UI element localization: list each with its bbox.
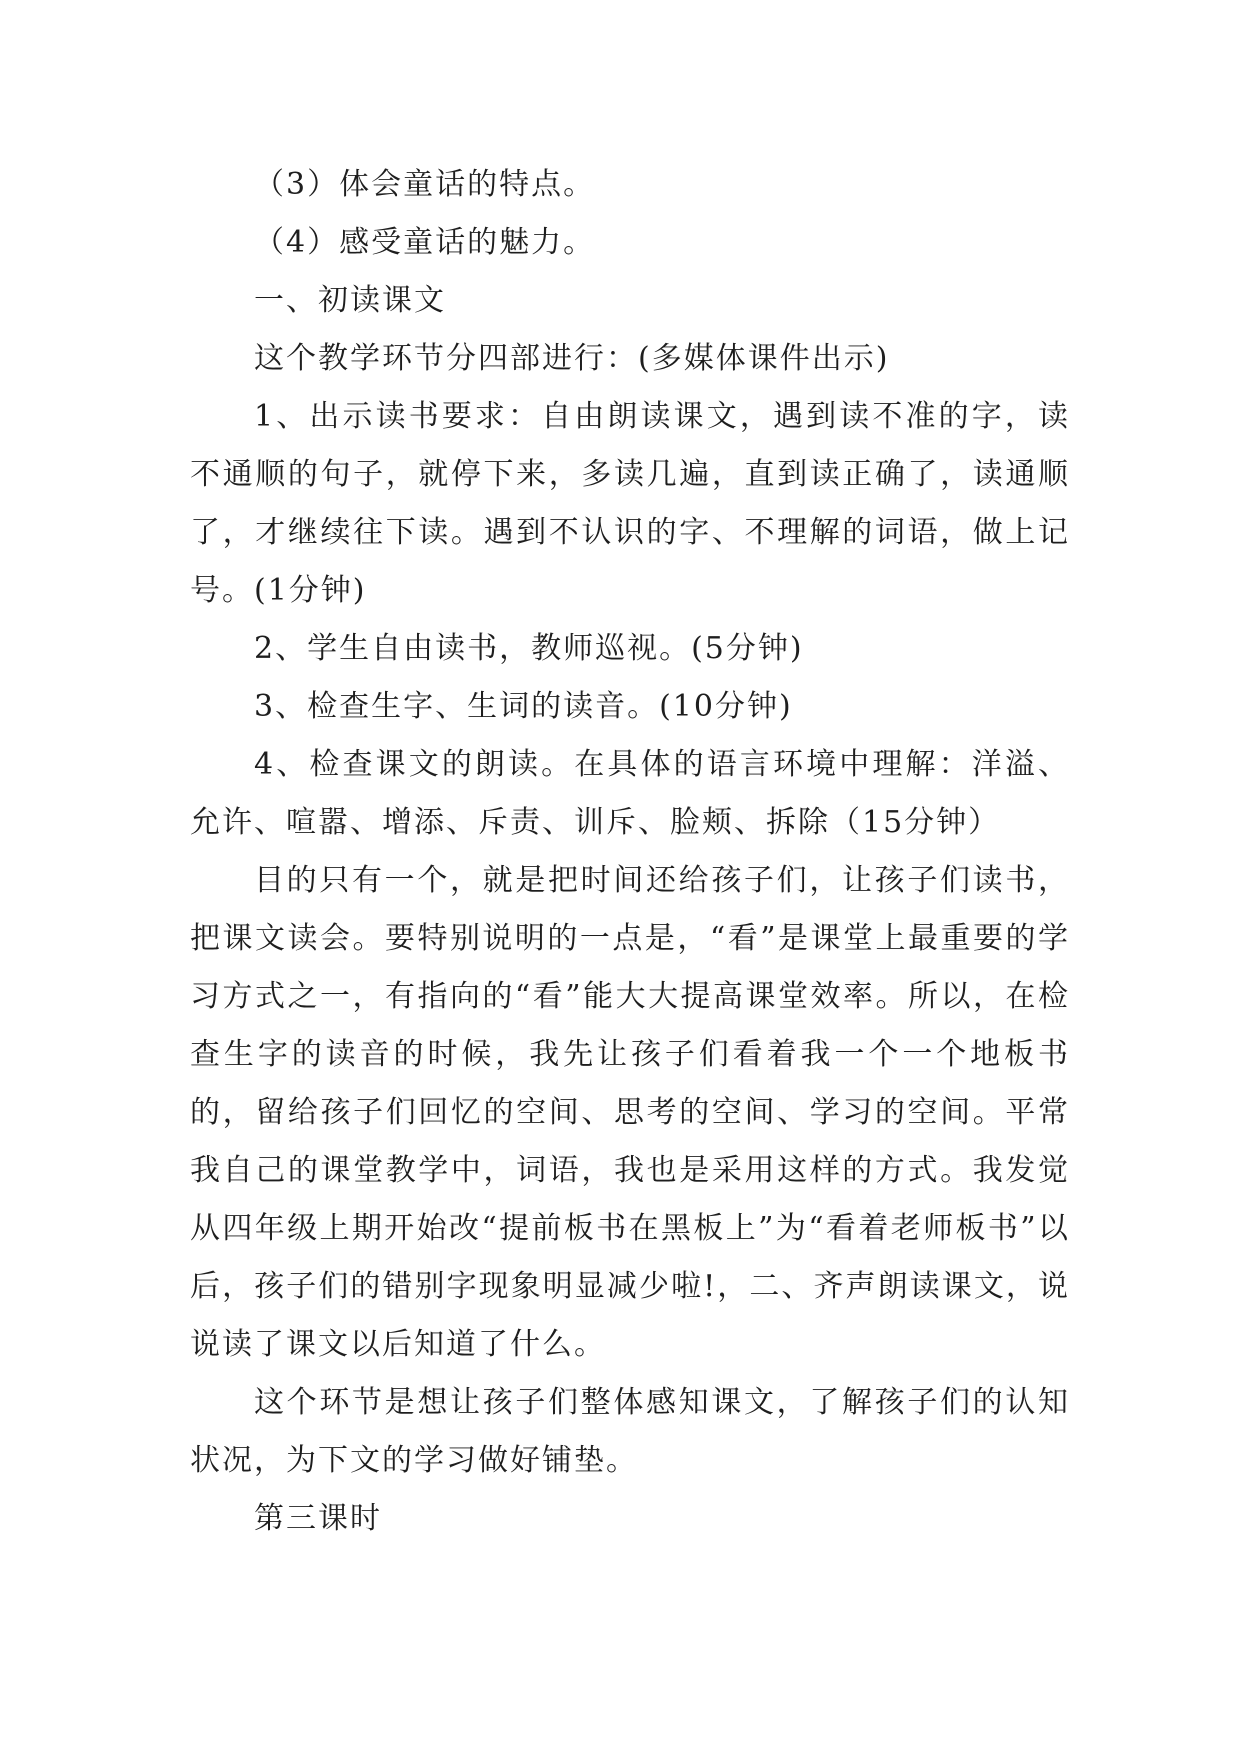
paragraph-purpose: 目的只有一个，就是把时间还给孩子们，让孩子们读书，把课文读会。要特别说明的一点是，“看”是课堂上最重要的学习方式之一，有指向的“看”能大大提高课堂效率。所以，在检查生字的读音的时候，我先让孩子们看着我一个一个地板书的，留给孩子们回忆的空间、思考的空间、学习的空间。平常我自己的课堂教学中，词语，我也是采用这样的方式。我发觉从四年级上期开始改“提前板书在黑板上”为“看着老师板书”以后，孩子们的错别字现象明显减少啦!，二、齐声朗读课文，说说读了课文以后知道了什么。 bbox=[190, 863, 1070, 1362]
paragraph-objective-4: （4）感受童话的魅力。 bbox=[254, 225, 596, 260]
section-heading-first-reading: 一、初读课文 bbox=[254, 283, 446, 318]
paragraph-step-1: 1、出示读书要求：自由朗读课文，遇到读不准的字，读不通顺的句子，就停下来，多读几遍，直到读正确了，读通顺了，才继续往下读。遇到不认识的字、不理解的词语，做上记号。(1分钟) bbox=[190, 399, 1070, 608]
paragraph-objective-3: （3）体会童话的特点。 bbox=[254, 167, 596, 202]
paragraph-step-4: 4、检查课文的朗读。在具体的语言环境中理解：洋溢、允许、喧嚣、增添、斥责、训斥、脸颊、拆除（15分钟） bbox=[190, 747, 1070, 840]
document-body bbox=[190, 156, 1070, 1548]
section-heading-third-lesson: 第三课时 bbox=[254, 1501, 382, 1536]
paragraph-intro: 这个教学环节分四部进行：(多媒体课件出示) bbox=[254, 341, 890, 376]
paragraph-step-3: 3、检查生字、生词的读音。(10分钟) bbox=[254, 689, 793, 724]
paragraph-step-2: 2、学生自由读书，教师巡视。(5分钟) bbox=[254, 631, 804, 666]
paragraph-overall-perception: 这个环节是想让孩子们整体感知课文，了解孩子们的认知状况，为下文的学习做好铺垫。 bbox=[190, 1385, 1070, 1478]
